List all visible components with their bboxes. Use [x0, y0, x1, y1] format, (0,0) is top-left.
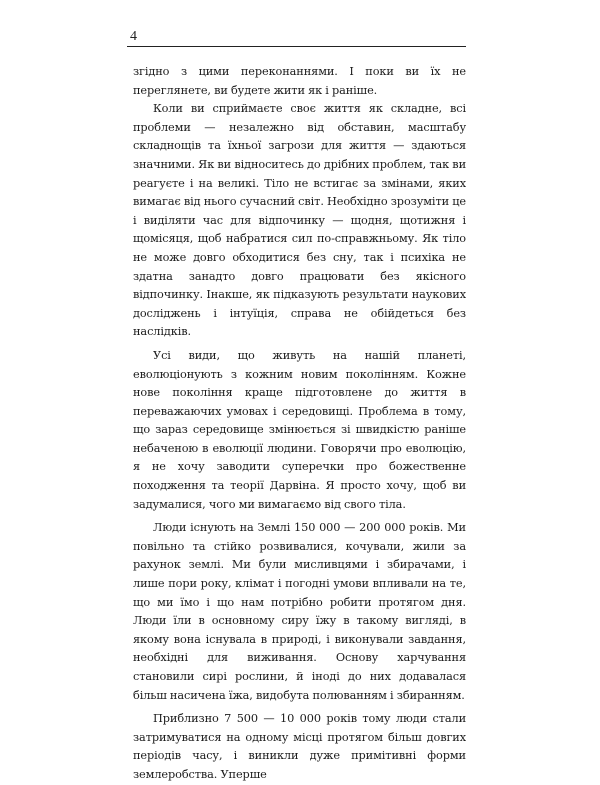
paragraph-2: Коли ви сприймаєте своє життя як складне, всі проблеми — незалежно від обставин, масштабу складнощів та їхньої загрози для життя — здаються значними. Як ви відноситесь до дрібних проблем, так ви реагуєте і на великі. Тіло не встигає за змінами, яких вимагає від нього сучасний світ. Необхідно зрозуміти це і виділяти час для відпочинку — щодня, щотижня і щомісяця, щоб набратися сил по-справжньому. Як тіло не може довго обходитися без сну, так і психіка не здатна занадто довго працювати без якісного відпочинку. Інакше, як підказують результати наукових досліджень і інтуїція, справа не обійдеться без наслідків.	[133, 102, 466, 339]
paragraph-5: Приблизно 7 500 — 10 000 років тому люди стали затримуватися на одному місці протягом більш довгих періодів часу, і виникли дуже примітивні форми землеробства. Уперше	[133, 712, 466, 781]
paragraph-3: Усі види, що живуть на нашій планеті, еволюціонують з кожним новим поколінням. Кожне нове покоління краще підготовлене до життя в переважаючих умовах і середовищі. Проблема в тому, що зараз середовище змінюється зі швидкістю раніше небаченою в еволюції людини. Говорячи про еволюцію, я не хочу заводити суперечки про божественне походження та теорії Дарвіна. Я просто хочу, щоб ви задумалися, чого ми вимагаємо від свого тіла.	[133, 348, 466, 511]
paragraph-1: згідно з цими переконаннями. І поки ви їх не переглянете, ви будете жити як і раніше.	[133, 65, 466, 97]
header-divider	[127, 46, 466, 47]
page-body	[133, 63, 466, 785]
paragraph-4: Люди існують на Землі 150 000 — 200 000 років. Ми повільно та стійко розвивалися, кочували, жили за рахунок землі. Ми були мисливцями і збирачами, і лише пори року, клімат і погодні умови впливали на те, що ми їмо і що нам потрібно робити протягом дня. Люди їли в основному сиру їжу в такому вигляді, в якому вона існувала в природі, і виконували завдання, необхідні для виживання. Основу харчування становили сирі рослини, й іноді до них додавалася більш насичена їжа, видобута полюванням і збиранням.	[133, 521, 466, 702]
page-number: 4	[130, 29, 137, 44]
